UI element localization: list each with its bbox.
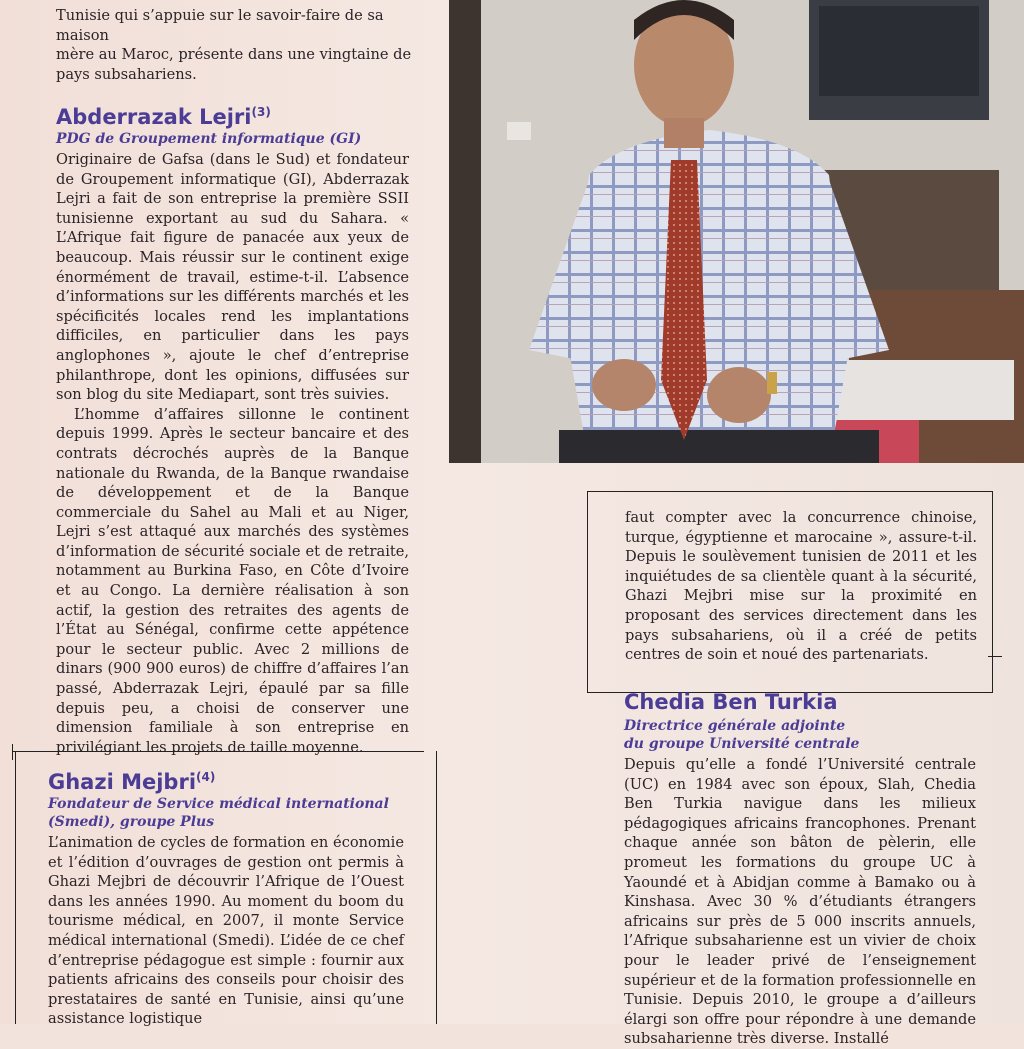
lejri-role: PDG de Groupement informatique (GI) [56, 131, 362, 147]
mejbri-box-top-line [12, 751, 424, 752]
lejri-note-ref: (3) [251, 105, 271, 119]
mejbri-section [48, 764, 404, 1029]
lejri-name-heading [56, 99, 409, 130]
mejbri-box-corner-mark [12, 744, 13, 760]
mejbri-note-ref: (4) [196, 770, 216, 784]
intro-paragraph [56, 6, 412, 84]
turkia-name: Chedia Ben Turkia [624, 690, 838, 714]
lejri-paragraph-1: Originaire de Gafsa (dans le Sud) et fondateur de Groupement informatique (GI), Abderrazak Lejri a fait de son entreprise la première SSII tunisienne exportant au sud du Sahara. « L’Afrique fait figure de panacée aux yeux de beaucoup. Mais réussir sur le continent exige énormément de travail, estime-t-il. L’absence d’informations sur les différents marchés et les spécificités locales rend les implantations difficiles, en particulier dans les pays anglophones », ajoute le chef d’entreprise philanthrope, dont les opinions, diffusées sur son blog du site Mediapart, sont très suivies. [56, 151, 409, 404]
lejri-paragraph-2: L’homme d’affaires sillonne le continent depuis 1999. Après le secteur bancaire et des contrats décrochés auprès de la Banque nationale du Rwanda, de la Banque rwandaise de développement et de la Banque commerciale du Sahel au Mali et au Niger, Lejri s’est attaqué aux marchés des systèmes d’information de sécurité sociale et de retraite, notamment au Burkina Faso, en Côte d’Ivoire et au Congo. La dernière réalisation à son actif, la gestion des retraites des agents de l’État au Sénégal, confirme cette appétence pour le secteur public. Avec 2 millions de dinars (900 900 euros) de chiffre d’affaires l’an passé, Abderrazak Lejri, épaulé par sa fille depuis peu, a choisi de conserver une dimension familiale à son entreprise en privilégiant les projets de taille moyenne. [56, 405, 409, 756]
mejbri-paragraph-1: L’animation de cycles de formation en économie et l’édition d’ouvrages de gestion ont permis à Ghazi Mejbri de découvrir l’Afrique de l’Ouest dans les années 1990. Au moment du boom du tourisme médical, en 2007, il monte Service médical international (Smedi). L’idée de ce chef d’entreprise pédagogue est simple : fournir aux patients africains des conseils pour choisir des prestataires de santé en Tunisie, ainsi qu’une assistance logistique [48, 834, 404, 1028]
turkia-role-line-1: Directrice générale adjointe [624, 718, 846, 734]
turkia-paragraph-1: Depuis qu’elle a fondé l’Université centrale (UC) en 1984 avec son époux, Slah, Chedia Ben Turkia navigue dans les milieux pédagogiques africains francophones. Prenant chaque année son bâton de pèlerin, elle promeut les formations du groupe UC à Yaoundé et à Abidjan comme à Bamako ou à Kinshasa. Avec 30 % d’étudiants étrangers africains sur près de 5 000 inscrits annuels, l’Afrique subsaharienne est un vivier de choix pour le leader privé de l’enseignement supérieur et de la formation professionnelle en Tunisie. Depuis 2010, le groupe a d’ailleurs élargi son offre pour répondre à une demande subsaharienne très diverse. Installé [624, 756, 976, 1048]
mejbri-name-heading [48, 764, 404, 795]
intro-line-1: Tunisie qui s’appuie sur le savoir-faire de sa maison [56, 7, 384, 44]
mejbri-continuation [625, 508, 977, 665]
mejbri-box-right-line [436, 751, 437, 1024]
turkia-role-line-2: du groupe Université centrale [624, 736, 860, 752]
lejri-section [56, 99, 409, 757]
intro-line-2: mère au Maroc, présente dans une vingtaine de [56, 46, 412, 64]
continuation-box-corner-mark [988, 656, 1002, 657]
mejbri-role-line-2: (Smedi), groupe Plus [48, 814, 215, 830]
mejbri-continuation-text: faut compter avec la concurrence chinoise, turque, égyptienne et marocaine », assure-t-il. Depuis le soulèvement tunisien de 2011 et les inquiétudes de sa clientèle quant à la sécurité, Ghazi Mejbri mise sur la proximité en proposant des services directement dans les pays subsahariens, où il a créé de petits centres de soin et noué des partenariats. [625, 509, 977, 664]
mejbri-name: Ghazi Mejbri [48, 770, 197, 794]
portrait-photo [449, 0, 1024, 463]
mejbri-role-line-1: Fondateur de Service médical international [48, 796, 389, 812]
mejbri-box-left-line [15, 751, 16, 1024]
portrait-illustration [449, 0, 1024, 463]
turkia-section [624, 689, 976, 1049]
intro-line-3: pays subsahariens. [56, 65, 197, 83]
lejri-name: Abderrazak Lejri [56, 105, 252, 129]
